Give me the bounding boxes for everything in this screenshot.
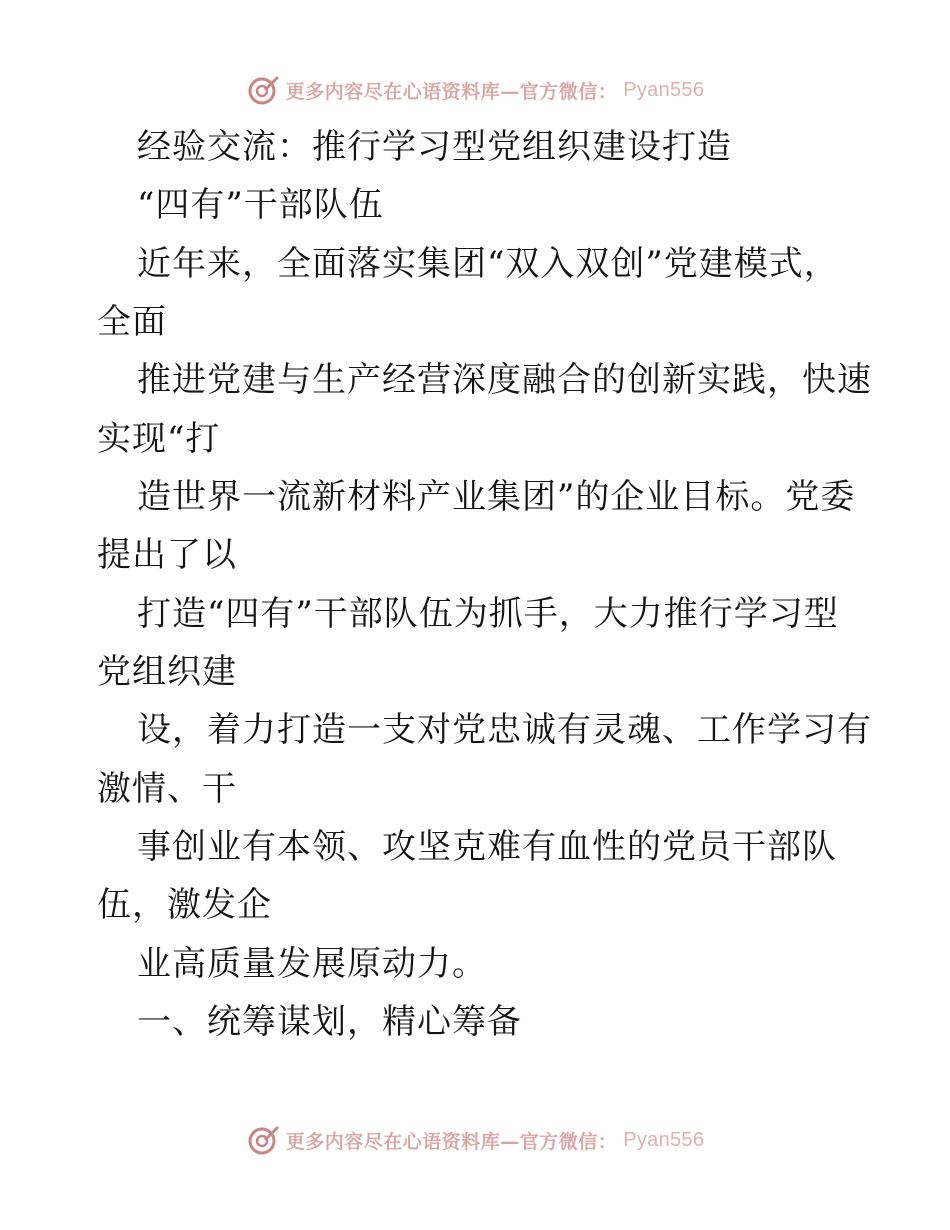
footer-watermark [0,1120,950,1160]
paragraph-line: 推进党建与生产经营深度融合的创新实践，快速 [137,360,872,400]
paragraph-line: 事创业有本领、攻坚克难有血性的党员干部队 [137,827,837,867]
paragraph-line: 打造“四有”干部队伍为抓手，大力推行学习型 [137,594,839,634]
paragraph-line: 实现“打 [97,419,221,459]
watermark-text: 更多内容尽在心语资料库—官方微信： [285,80,618,103]
watermark-text: 更多内容尽在心语资料库—官方微信： [285,1130,618,1153]
document-title-line-2: “四有”干部队伍 [137,185,384,225]
paragraph-line: 近年来，全面落实集团“双入双创”党建模式， [137,244,839,284]
paragraph-line: 全面 [97,302,167,342]
watermark-wechat-id: Pyan556 [623,1128,705,1151]
paragraph-line: 设，着力打造一支对党忠诚有灵魂、工作学习有 [137,710,872,750]
section-heading: 一、统筹谋划，精心筹备 [137,1002,522,1042]
paragraph-line: 提出了以 [97,535,237,575]
paragraph-line: 造世界一流新材料产业集团”的企业目标。党委 [137,477,856,517]
paragraph-line: 激情、干 [97,769,237,809]
pen-swirl-logo-icon [246,1123,280,1157]
paragraph-line: 业高质量发展原动力。 [137,944,487,984]
document-title-line-1: 经验交流：推行学习型党组织建设打造 [137,127,732,167]
paragraph-line: 党组织建 [97,652,237,692]
watermark-wechat-id: Pyan556 [623,78,705,101]
paragraph-line: 伍，激发企 [97,885,272,925]
